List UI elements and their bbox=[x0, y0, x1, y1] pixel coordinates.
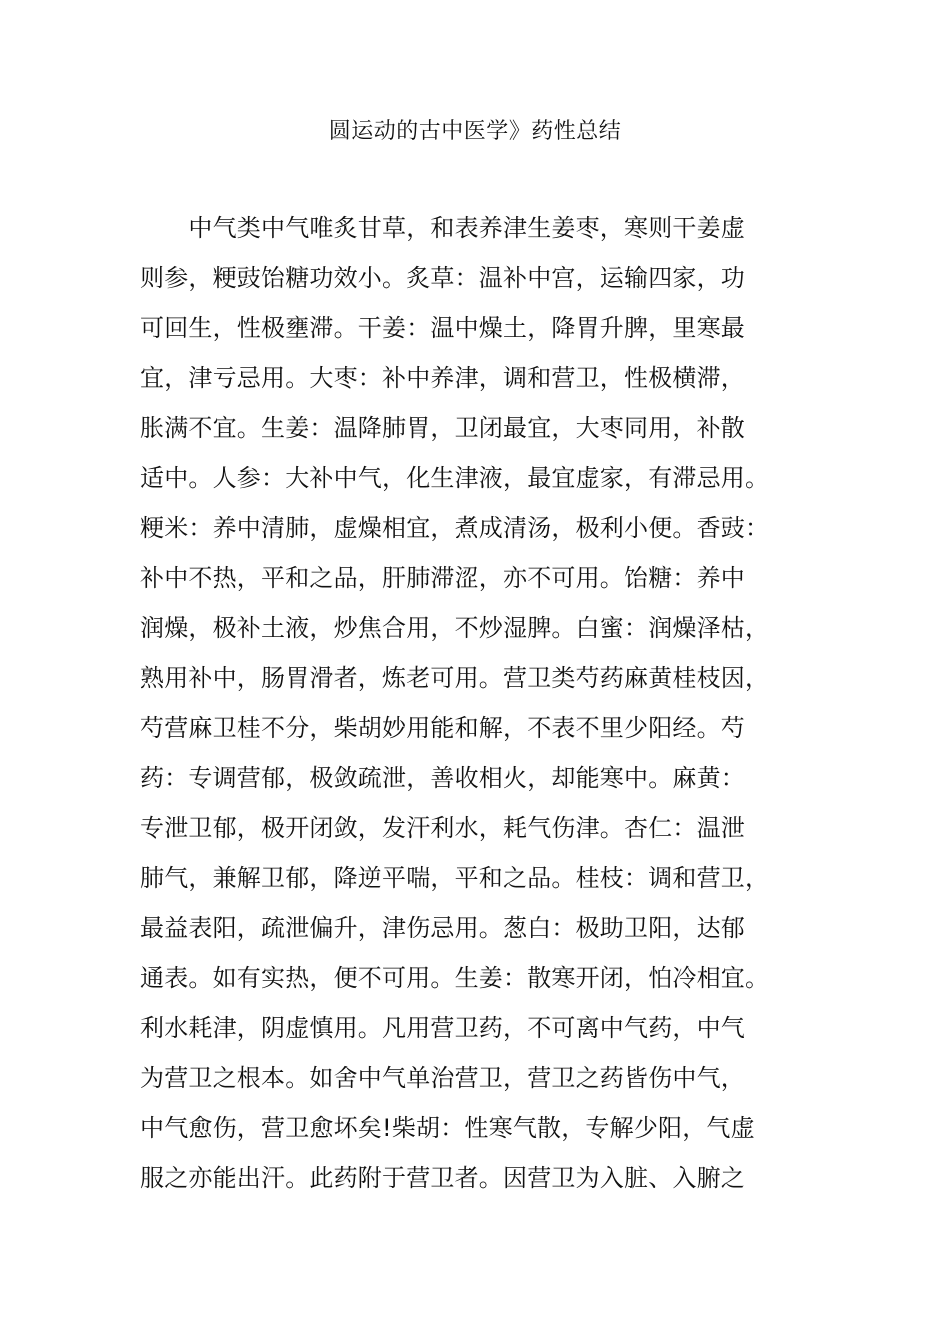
text-line: 最益表阳，疏泄偏升，津伤忌用。葱白：极助卫阳，达郁 bbox=[140, 914, 745, 942]
text-line: 中气类中气唯炙甘草，和表养津生姜枣，寒则干姜虚 bbox=[140, 214, 745, 242]
text-line: 润燥，极补土液，炒焦合用，不炒湿脾。白蜜：润燥泽枯， bbox=[140, 614, 770, 642]
text-line: 肺气，兼解卫郁，降逆平喘，平和之品。桂枝：调和营卫， bbox=[140, 864, 770, 892]
text-line: 粳米：养中清肺，虚燥相宜，煮成清汤，极利小便。香豉： bbox=[140, 514, 770, 542]
text-line: 胀满不宜。生姜：温降肺胃，卫闭最宜，大枣同用，补散 bbox=[140, 414, 745, 442]
text-line: 芍营麻卫桂不分，柴胡妙用能和解，不表不里少阳经。芍 bbox=[140, 714, 745, 742]
document-body bbox=[140, 203, 800, 1203]
text-line: 专泄卫郁，极开闭敛，发汗利水，耗气伤津。杏仁：温泄 bbox=[140, 814, 745, 842]
text-line: 适中。人参：大补中气，化生津液，最宜虚家，有滞忌用。 bbox=[140, 464, 770, 492]
text-line: 可回生，性极壅滞。干姜：温中燥土，降胃升脾，里寒最 bbox=[140, 314, 745, 342]
text-line: 为营卫之根本。如舍中气单治营卫，营卫之药皆伤中气， bbox=[140, 1064, 745, 1092]
text-line: 服之亦能出汗。此药附于营卫者。因营卫为入脏、入腑之 bbox=[140, 1164, 745, 1192]
text-line: 宜，津亏忌用。大枣：补中养津，调和营卫，性极横滞， bbox=[140, 364, 745, 392]
text-line: 药：专调营郁，极敛疏泄，善收相火，却能寒中。麻黄： bbox=[140, 764, 745, 792]
document-title: 圆运动的古中医学》药性总结 bbox=[328, 119, 622, 144]
text-line: 中气愈伤，营卫愈坏矣!柴胡：性寒气散，专解少阳，气虚 bbox=[140, 1114, 755, 1142]
text-line: 通表。如有实热，便不可用。生姜：散寒开闭，怕冷相宜。 bbox=[140, 964, 770, 992]
text-line: 熟用补中，肠胃滑者，炼老可用。营卫类芍药麻黄桂枝因， bbox=[140, 664, 770, 692]
text-line: 则参，粳豉饴糖功效小。炙草：温补中宫，运输四家，功 bbox=[140, 264, 745, 292]
text-line: 利水耗津，阴虚慎用。凡用营卫药，不可离中气药，中气 bbox=[140, 1014, 745, 1042]
text-line: 补中不热，平和之品，肝肺滞涩，亦不可用。饴糖：养中 bbox=[140, 564, 745, 592]
